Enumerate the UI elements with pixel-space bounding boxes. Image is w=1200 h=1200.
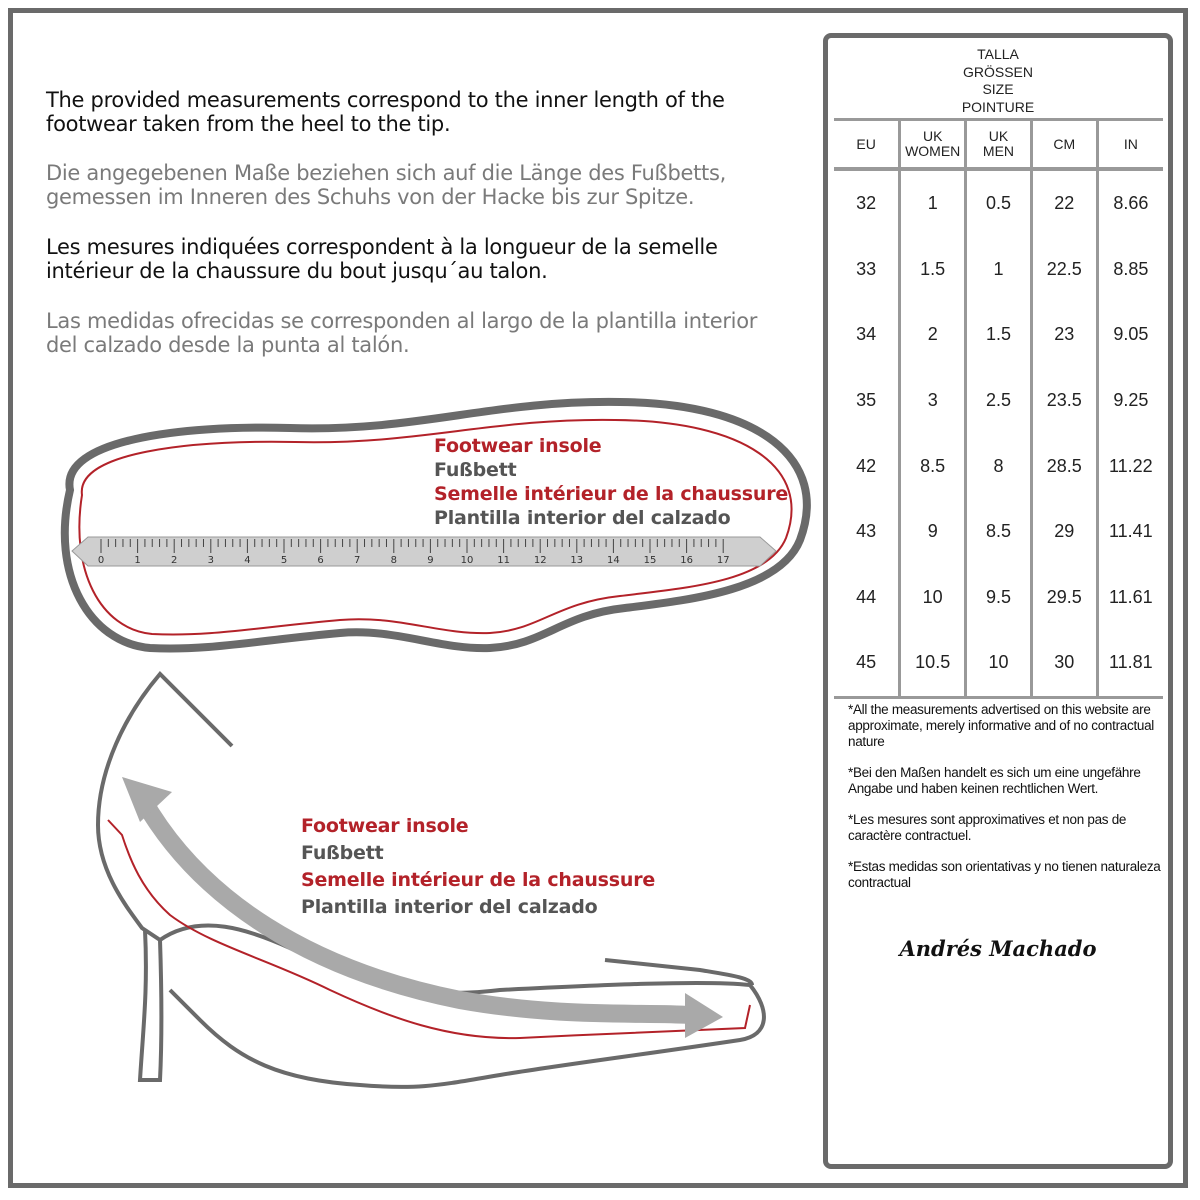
ruler-label: 15 <box>643 555 657 566</box>
arrow-head-top <box>122 777 172 822</box>
table-cell: 43 <box>856 521 877 542</box>
table-cell: 3 <box>900 368 966 434</box>
table-cell: 9.5 <box>966 565 1032 631</box>
table-cell: 23 <box>1031 302 1097 368</box>
note-fr: *Les mesures sont approximatives et non pas de caractère contractuel. <box>848 812 1127 843</box>
insole-label-de: Fußbett <box>434 459 517 481</box>
table-cell: 22.5 <box>1031 237 1097 303</box>
table-cell: 8.5 <box>966 499 1032 565</box>
note-en: *All the measurements advertised on this website are approximate, merely informative and of no contractual nature <box>848 702 1155 749</box>
column-header: IN <box>1097 120 1163 170</box>
table-cell: 1.5 <box>900 237 966 303</box>
ruler-label: 0 <box>97 555 105 566</box>
ruler-label: 12 <box>533 555 547 566</box>
shoe-label-de: Fußbett <box>301 842 384 864</box>
insole-label-es: Plantilla interior del calzado <box>434 507 731 529</box>
table-cell: 23.5 <box>1031 368 1097 434</box>
table-cell: 11.61 <box>1097 565 1163 631</box>
ruler-label: 13 <box>570 555 584 566</box>
ruler-label: 8 <box>390 555 397 566</box>
table-row <box>834 433 1163 499</box>
size-title-line: GRÖSSEN <box>962 63 1033 80</box>
ruler-label: 5 <box>280 555 288 566</box>
arrow-head-right <box>685 993 723 1038</box>
table-cell: 10.5 <box>900 630 966 697</box>
table-cell: 11.81 <box>1097 630 1163 697</box>
table-cell: 44 <box>856 586 877 607</box>
table-cell: 8.85 <box>1097 237 1163 303</box>
ruler-label: 2 <box>171 555 178 566</box>
ruler-label: 7 <box>354 555 361 566</box>
ruler-label: 3 <box>207 555 214 566</box>
ruler-label: 11 <box>497 555 510 566</box>
note-es: *Estas medidas son orientativas y no tienen naturaleza contractual <box>848 859 1161 890</box>
ruler-bar <box>72 537 776 566</box>
table-row <box>834 499 1163 565</box>
size-table-header <box>834 120 1163 170</box>
column-header: EU <box>834 120 900 170</box>
table-cell: 1 <box>900 169 966 237</box>
table-cell: 9 <box>900 499 966 565</box>
ruler-label: 9 <box>427 555 434 566</box>
size-table <box>834 118 1163 699</box>
table-cell: 29 <box>1031 499 1097 565</box>
shoe-label-es: Plantilla interior del calzado <box>301 896 598 918</box>
intro-german: Die angegebenen Maße beziehen sich auf die Länge des Fußbetts, gemessen im Inneren des Schuhs von der Hacke bis zur Spitze. <box>46 161 726 209</box>
table-cell: 33 <box>856 258 877 279</box>
table-cell: 1.5 <box>966 302 1032 368</box>
table-cell: 8 <box>966 433 1032 499</box>
table-cell: 29.5 <box>1031 565 1097 631</box>
intro-english: The provided measurements correspond to the inner length of the footwear taken from the heel to the tip. <box>46 88 725 136</box>
table-cell: 35 <box>856 390 877 411</box>
table-row <box>834 302 1163 368</box>
ruler-label: 14 <box>607 555 620 566</box>
ruler-label: 16 <box>680 555 693 566</box>
note-de: *Bei den Maßen handelt es sich um eine ungefähre Angabe und haben keinen rechtlichen Wert. <box>848 765 1141 796</box>
table-cell: 9.25 <box>1097 368 1163 434</box>
table-cell: 9.05 <box>1097 302 1163 368</box>
size-title-line: TALLA <box>977 46 1019 62</box>
table-cell: 10 <box>900 565 966 631</box>
table-row <box>834 368 1163 434</box>
ruler-label: 17 <box>716 555 730 566</box>
shoe-label-fr: Semelle intérieur de la chaussure <box>301 869 656 891</box>
table-cell: 42 <box>856 455 877 476</box>
table-cell: 2 <box>900 302 966 368</box>
size-chart-panel <box>823 33 1173 1169</box>
table-cell: 28.5 <box>1031 433 1097 499</box>
ruler-label: 1 <box>134 555 141 566</box>
insole-label-fr: Semelle intérieur de la chaussure <box>434 483 789 505</box>
table-row <box>834 237 1163 303</box>
size-title-line: POINTURE <box>961 98 1035 115</box>
table-cell: 32 <box>856 193 877 214</box>
brand-signature: Andrés Machado <box>899 936 1097 961</box>
table-cell: 8.66 <box>1097 169 1163 237</box>
ruler-label: 10 <box>460 555 474 566</box>
column-header: UK MEN <box>966 120 1032 170</box>
disclaimer-notes <box>848 702 1168 906</box>
column-header: UK WOMEN <box>900 120 966 170</box>
table-row <box>834 169 1163 237</box>
table-cell: 22 <box>1031 169 1097 237</box>
table-row <box>834 565 1163 631</box>
size-title-line: SIZE <box>982 81 1014 97</box>
table-cell: 11.22 <box>1097 433 1163 499</box>
shoe-label-en: Footwear insole <box>301 815 469 837</box>
table-cell: 34 <box>856 324 877 345</box>
ruler-label: 4 <box>244 555 251 566</box>
table-cell: 0.5 <box>966 169 1032 237</box>
table-cell: 30 <box>1031 630 1097 697</box>
intro-french: Les mesures indiquées correspondent à la longueur de la semelle intérieur de la chaussure du bout jusqu´au talon. <box>46 235 718 283</box>
column-header: CM <box>1031 120 1097 170</box>
size-title <box>828 46 1168 116</box>
table-cell: 45 <box>834 630 900 697</box>
ruler-label: 6 <box>317 555 324 566</box>
table-row <box>834 630 1163 697</box>
table-cell: 2.5 <box>966 368 1032 434</box>
intro-spanish: Las medidas ofrecidas se corresponden al largo de la plantilla interior del calzado desde la punta al talón. <box>46 309 758 357</box>
table-cell: 11.41 <box>1097 499 1163 565</box>
table-cell: 1 <box>966 237 1032 303</box>
insole-label-en: Footwear insole <box>434 435 602 457</box>
table-cell: 8.5 <box>900 433 966 499</box>
table-cell: 10 <box>966 630 1032 697</box>
